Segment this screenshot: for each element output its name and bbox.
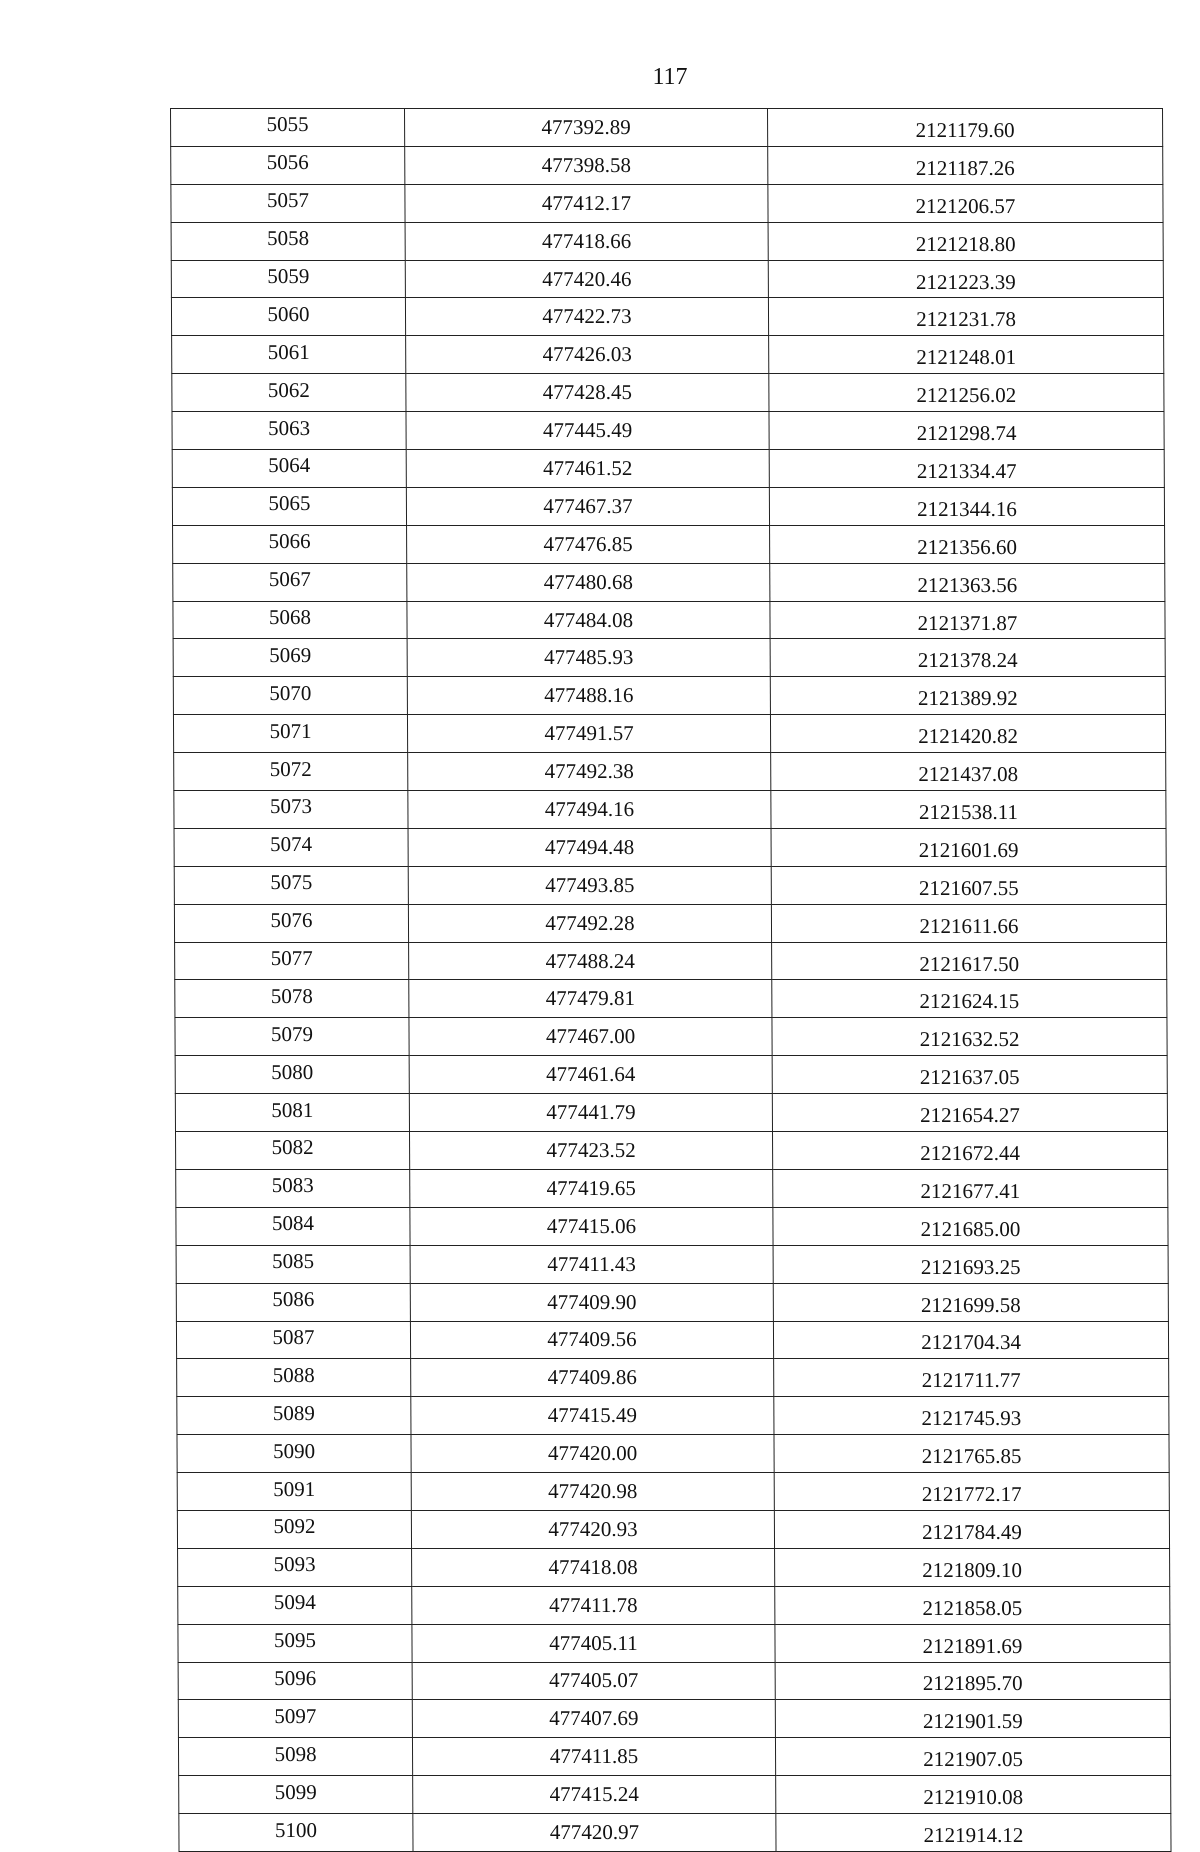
x-coordinate-cell: 477418.08	[412, 1548, 775, 1586]
table-row	[174, 753, 1166, 791]
table-row	[174, 828, 1166, 866]
x-coordinate-cell: 477484.08	[407, 601, 770, 639]
x-coordinate-cell: 477418.66	[405, 222, 768, 260]
y-coordinate-cell: 2121363.56	[770, 563, 1165, 601]
point-id-cell: 5061	[172, 336, 406, 374]
table-row	[173, 639, 1165, 677]
table-row	[171, 109, 1163, 147]
y-coordinate-cell: 2121910.08	[776, 1776, 1171, 1814]
x-coordinate-cell: 477407.69	[412, 1700, 775, 1738]
y-coordinate-cell: 2121654.27	[772, 1094, 1167, 1132]
table-row	[173, 715, 1165, 753]
y-coordinate-cell: 2121809.10	[775, 1548, 1170, 1586]
point-id-cell: 5092	[177, 1510, 411, 1548]
y-coordinate-cell: 2121179.60	[768, 109, 1163, 147]
point-id-cell: 5060	[171, 298, 405, 336]
point-id-cell: 5073	[174, 791, 408, 829]
point-id-cell: 5100	[179, 1814, 413, 1852]
table-row	[171, 298, 1163, 336]
x-coordinate-cell: 477476.85	[407, 525, 770, 563]
y-coordinate-cell: 2121248.01	[769, 336, 1164, 374]
point-id-cell: 5077	[175, 942, 409, 980]
y-coordinate-cell: 2121344.16	[769, 487, 1164, 525]
y-coordinate-cell: 2121632.52	[772, 1018, 1167, 1056]
y-coordinate-cell: 2121772.17	[774, 1473, 1169, 1511]
y-coordinate-cell: 2121699.58	[773, 1283, 1168, 1321]
x-coordinate-cell: 477409.90	[410, 1283, 773, 1321]
x-coordinate-cell: 477441.79	[409, 1094, 772, 1132]
point-id-cell: 5085	[176, 1245, 410, 1283]
table-row	[172, 487, 1164, 525]
y-coordinate-cell: 2121378.24	[770, 639, 1165, 677]
table-row	[178, 1700, 1170, 1738]
x-coordinate-cell: 477411.43	[410, 1245, 773, 1283]
table-row	[174, 866, 1166, 904]
table-row	[176, 1283, 1168, 1321]
x-coordinate-cell: 477492.38	[408, 753, 771, 791]
table-row	[175, 942, 1167, 980]
x-coordinate-cell: 477405.11	[412, 1624, 775, 1662]
y-coordinate-cell: 2121858.05	[775, 1586, 1170, 1624]
table-row	[175, 1056, 1167, 1094]
x-coordinate-cell: 477412.17	[405, 184, 768, 222]
x-coordinate-cell: 477480.68	[407, 563, 770, 601]
x-coordinate-cell: 477409.56	[410, 1321, 773, 1359]
table-row	[173, 525, 1165, 563]
x-coordinate-cell: 477488.24	[409, 942, 772, 980]
x-coordinate-cell: 477479.81	[409, 980, 772, 1018]
y-coordinate-cell: 2121538.11	[771, 791, 1166, 829]
x-coordinate-cell: 477485.93	[407, 639, 770, 677]
point-id-cell: 5083	[176, 1169, 410, 1207]
table-row	[177, 1359, 1169, 1397]
point-id-cell: 5099	[179, 1776, 413, 1814]
y-coordinate-cell: 2121907.05	[775, 1738, 1170, 1776]
table-row	[172, 336, 1164, 374]
y-coordinate-cell: 2121371.87	[770, 601, 1165, 639]
table-row	[177, 1435, 1169, 1473]
table-row	[175, 1094, 1167, 1132]
point-id-cell: 5075	[174, 866, 408, 904]
table-row	[176, 1245, 1168, 1283]
x-coordinate-cell: 477428.45	[406, 374, 769, 412]
page-number: 117	[652, 64, 688, 90]
y-coordinate-cell: 2121256.02	[769, 374, 1164, 412]
y-coordinate-cell: 2121437.08	[771, 753, 1166, 791]
y-coordinate-cell: 2121745.93	[774, 1397, 1169, 1435]
point-id-cell: 5093	[178, 1548, 412, 1586]
x-coordinate-cell: 477420.93	[411, 1510, 774, 1548]
point-id-cell: 5076	[174, 904, 408, 942]
table-row	[171, 146, 1163, 184]
point-id-cell: 5094	[178, 1586, 412, 1624]
point-id-cell: 5062	[172, 374, 406, 412]
x-coordinate-cell: 477405.07	[412, 1662, 775, 1700]
point-id-cell: 5090	[177, 1435, 411, 1473]
y-coordinate-cell: 2121693.25	[773, 1245, 1168, 1283]
y-coordinate-cell: 2121637.05	[772, 1056, 1167, 1094]
x-coordinate-cell: 477415.49	[411, 1397, 774, 1435]
point-id-cell: 5084	[176, 1207, 410, 1245]
y-coordinate-cell: 2121611.66	[771, 904, 1166, 942]
point-id-cell: 5074	[174, 828, 408, 866]
point-id-cell: 5079	[175, 1018, 409, 1056]
table-row	[171, 222, 1163, 260]
x-coordinate-cell: 477461.52	[406, 450, 769, 488]
point-id-cell: 5091	[177, 1473, 411, 1511]
table-row	[179, 1776, 1171, 1814]
point-id-cell: 5057	[171, 184, 405, 222]
point-id-cell: 5064	[172, 450, 406, 488]
y-coordinate-cell: 2121218.80	[768, 222, 1163, 260]
y-coordinate-cell: 2121356.60	[770, 525, 1165, 563]
point-id-cell: 5080	[175, 1056, 409, 1094]
point-id-cell: 5087	[176, 1321, 410, 1359]
y-coordinate-cell: 2121765.85	[774, 1435, 1169, 1473]
x-coordinate-cell: 477398.58	[405, 146, 768, 184]
point-id-cell: 5067	[173, 563, 407, 601]
table-row	[179, 1814, 1171, 1852]
y-coordinate-cell: 2121624.15	[772, 980, 1167, 1018]
table-row	[172, 374, 1164, 412]
y-coordinate-cell: 2121298.74	[769, 412, 1164, 450]
y-coordinate-cell: 2121187.26	[768, 146, 1163, 184]
point-id-cell: 5082	[176, 1132, 410, 1170]
table-row	[177, 1397, 1169, 1435]
y-coordinate-cell: 2121334.47	[769, 450, 1164, 488]
table-row	[173, 563, 1165, 601]
y-coordinate-cell: 2121784.49	[774, 1510, 1169, 1548]
point-id-cell: 5089	[177, 1397, 411, 1435]
point-id-cell: 5066	[173, 525, 407, 563]
point-id-cell: 5055	[171, 109, 405, 147]
x-coordinate-cell: 477409.86	[411, 1359, 774, 1397]
y-coordinate-cell: 2121607.55	[771, 866, 1166, 904]
x-coordinate-cell: 477415.24	[413, 1776, 776, 1814]
y-coordinate-cell: 2121206.57	[768, 184, 1163, 222]
y-coordinate-cell: 2121711.77	[774, 1359, 1169, 1397]
y-coordinate-cell: 2121231.78	[768, 298, 1163, 336]
point-id-cell: 5071	[173, 715, 407, 753]
table-row	[171, 184, 1163, 222]
x-coordinate-cell: 477411.78	[412, 1586, 775, 1624]
table-row	[176, 1169, 1168, 1207]
table-row	[177, 1473, 1169, 1511]
x-coordinate-cell: 477411.85	[412, 1738, 775, 1776]
y-coordinate-cell: 2121672.44	[773, 1132, 1168, 1170]
x-coordinate-cell: 477467.37	[406, 487, 769, 525]
x-coordinate-cell: 477422.73	[405, 298, 768, 336]
table-row	[171, 260, 1163, 298]
y-coordinate-cell: 2121891.69	[775, 1624, 1170, 1662]
x-coordinate-cell: 477392.89	[405, 109, 768, 147]
table-row	[178, 1624, 1170, 1662]
table-row	[178, 1548, 1170, 1586]
point-id-cell: 5063	[172, 412, 406, 450]
table-row	[175, 1018, 1167, 1056]
x-coordinate-cell: 477488.16	[407, 677, 770, 715]
table-row	[174, 904, 1166, 942]
point-id-cell: 5097	[178, 1700, 412, 1738]
y-coordinate-cell: 2121617.50	[772, 942, 1167, 980]
x-coordinate-cell: 477493.85	[408, 866, 771, 904]
y-coordinate-cell: 2121389.92	[770, 677, 1165, 715]
point-id-cell: 5069	[173, 639, 407, 677]
table-body	[171, 109, 1172, 1852]
x-coordinate-cell: 477494.48	[408, 828, 771, 866]
point-id-cell: 5072	[174, 753, 408, 791]
y-coordinate-cell: 2121420.82	[770, 715, 1165, 753]
point-id-cell: 5068	[173, 601, 407, 639]
x-coordinate-cell: 477461.64	[409, 1056, 772, 1094]
coordinate-table	[170, 108, 1172, 1852]
point-id-cell: 5086	[176, 1283, 410, 1321]
x-coordinate-cell: 477420.46	[405, 260, 768, 298]
table-row	[177, 1510, 1169, 1548]
table-row	[175, 980, 1167, 1018]
x-coordinate-cell: 477492.28	[408, 904, 771, 942]
point-id-cell: 5070	[173, 677, 407, 715]
y-coordinate-cell: 2121895.70	[775, 1662, 1170, 1700]
y-coordinate-cell: 2121914.12	[776, 1814, 1171, 1852]
point-id-cell: 5078	[175, 980, 409, 1018]
x-coordinate-cell: 477445.49	[406, 412, 769, 450]
x-coordinate-cell: 477419.65	[410, 1169, 773, 1207]
table-row	[174, 791, 1166, 829]
y-coordinate-cell: 2121601.69	[771, 828, 1166, 866]
table-row	[176, 1132, 1168, 1170]
x-coordinate-cell: 477420.00	[411, 1435, 774, 1473]
table-row	[176, 1321, 1168, 1359]
x-coordinate-cell: 477420.97	[413, 1814, 776, 1852]
x-coordinate-cell: 477420.98	[411, 1473, 774, 1511]
x-coordinate-cell: 477415.06	[410, 1207, 773, 1245]
x-coordinate-cell: 477491.57	[407, 715, 770, 753]
point-id-cell: 5065	[172, 487, 406, 525]
point-id-cell: 5098	[178, 1738, 412, 1776]
x-coordinate-cell: 477423.52	[410, 1132, 773, 1170]
x-coordinate-cell: 477426.03	[406, 336, 769, 374]
y-coordinate-cell: 2121685.00	[773, 1207, 1168, 1245]
y-coordinate-cell: 2121677.41	[773, 1169, 1168, 1207]
table-row	[173, 601, 1165, 639]
x-coordinate-cell: 477467.00	[409, 1018, 772, 1056]
point-id-cell: 5095	[178, 1624, 412, 1662]
point-id-cell: 5096	[178, 1662, 412, 1700]
table-row	[172, 450, 1164, 488]
table-row	[178, 1738, 1170, 1776]
y-coordinate-cell: 2121901.59	[775, 1700, 1170, 1738]
point-id-cell: 5056	[171, 146, 405, 184]
table-row	[173, 677, 1165, 715]
table-row	[178, 1586, 1170, 1624]
table-row	[178, 1662, 1170, 1700]
point-id-cell: 5088	[177, 1359, 411, 1397]
table-row	[172, 412, 1164, 450]
x-coordinate-cell: 477494.16	[408, 791, 771, 829]
y-coordinate-cell: 2121223.39	[768, 260, 1163, 298]
point-id-cell: 5059	[171, 260, 405, 298]
y-coordinate-cell: 2121704.34	[773, 1321, 1168, 1359]
point-id-cell: 5081	[175, 1094, 409, 1132]
point-id-cell: 5058	[171, 222, 405, 260]
table-row	[176, 1207, 1168, 1245]
